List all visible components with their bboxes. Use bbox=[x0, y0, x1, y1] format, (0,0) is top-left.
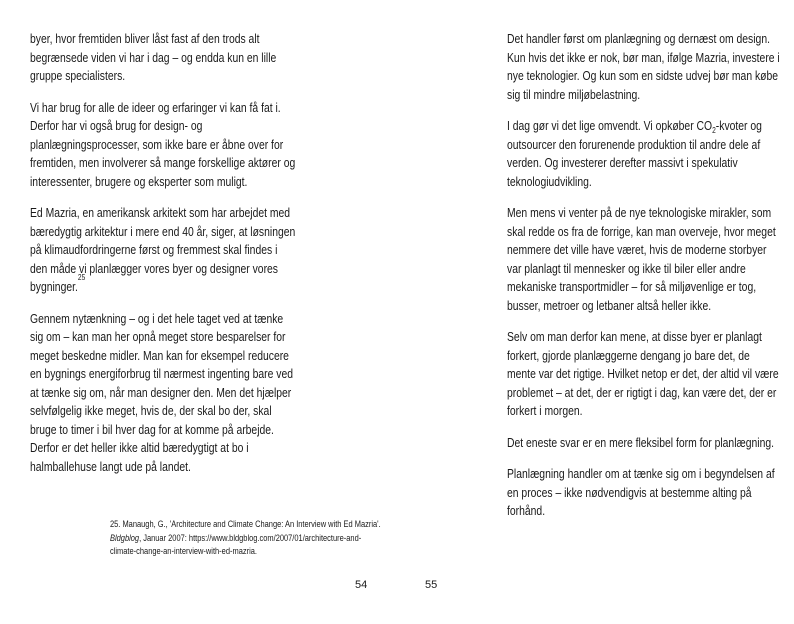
left-text-column bbox=[30, 30, 297, 489]
footnote-reference-marker: 25 bbox=[77, 273, 86, 282]
footnote-source-title: Bldgblog bbox=[110, 532, 140, 543]
paragraph-text: Ed Mazria, en amerikansk arkitekt som har arbejdet med bæredygtig arkitektur i mere end 40 år, siger, at løsningen på klimaudfordringerne først og fremmest skal findes i den måde vi planlægger vores byer og designer vores bygninger. bbox=[30, 206, 296, 294]
footnote-url-text: , Januar 2007: https://www.bldgblog.com/2007/01/architecture-and-climate-change-an-interview-with-ed-mazria. bbox=[110, 532, 362, 556]
paragraph: Planlægning handler om at tænke sig om i begyndelsen af en proces – ikke nødvendigvis at bestemme alting på forhånd. bbox=[507, 467, 775, 518]
paragraph-with-subscript bbox=[507, 117, 781, 191]
paragraph-text: I dag gør vi det lige omvendt. Vi opkøber CO bbox=[507, 119, 713, 133]
paragraph: Det handler først om planlægning og dernæst om design. Kun hvis det ikke er nok, bør man, ifølge Mazria, investere i nye teknologier. Og kun som en sidste udvej bør man købe sig til mindre miljøbelastning. bbox=[507, 32, 780, 102]
page-number-left: 54 bbox=[355, 579, 368, 591]
paragraph-text: -kvoter og outsourcer den forurenende produktion til andre dele af verden. Og investerer derefter massivt i spekulativ teknologiudvikling. bbox=[507, 119, 762, 189]
right-text-column bbox=[507, 30, 781, 534]
paragraph: Det eneste svar er en mere fleksibel form for planlægning. bbox=[507, 435, 775, 450]
footnote bbox=[110, 518, 387, 559]
paragraph-with-footnote-ref bbox=[30, 204, 297, 297]
page-number-right: 55 bbox=[425, 579, 438, 591]
footnote-text: 25. Manaugh, G., 'Architecture and Climate Change: An Interview with Ed Mazria'. bbox=[110, 519, 381, 529]
paragraph: Men mens vi venter på de nye teknologiske mirakler, som skal redde os fra de forrige, kan man overveje, hvor meget nemmere det ville have været, hvis de moderne storbyer var planlagt til mennesker og ikke til biler eller andre mekaniske transportmidler – for så miljøvenlige er tog, busser, metroer og letbaner altså heller ikke. bbox=[507, 206, 776, 313]
paragraph: Selv om man derfor kan mene, at disse byer er planlagt forkert, gjorde planlæggerne dengang jo bare det, de mente var det rigtige. Hvilket netop er det, der altid vil være problemet – at det, der er rigtigt i dag, kan være det, der er forkert i morgen. bbox=[507, 330, 779, 418]
right-page bbox=[397, 0, 794, 624]
co2-subscript: 2 bbox=[712, 126, 716, 135]
paragraph: Vi har brug for alle de ideer og erfaringer vi kan få fat i. Derfor har vi også brug for design- og planlægningsprocesser, som ikke bare er åbne over for fremtiden, men involverer så mange forskellige aktører og interessenter, brugere og eksperter som muligt. bbox=[30, 100, 296, 189]
paragraph: Gennem nytænkning – og i det hele taget ved at tænke sig om – kan man her opnå meget store besparelser for meget beskedne midler. Man kan for eksempel reducere en bygnings energiforbrug til nærmest ingenting bare ved at tænke sig om, når man designer den. Men det hjælper selvfølgelig ikke meget, hvis de, der skal bo der, skal bruge to timer i bil hver dag for at komme på arbejde. Derfor er det heller ikke altid bæredygtigt at bo i halmballehuse langt ude på landet. bbox=[30, 311, 293, 474]
paragraph: byer, hvor fremtiden bliver låst fast af den trods alt begrænsede viden vi har i dag – og endda kun en lille gruppe specialisters. bbox=[30, 32, 277, 83]
